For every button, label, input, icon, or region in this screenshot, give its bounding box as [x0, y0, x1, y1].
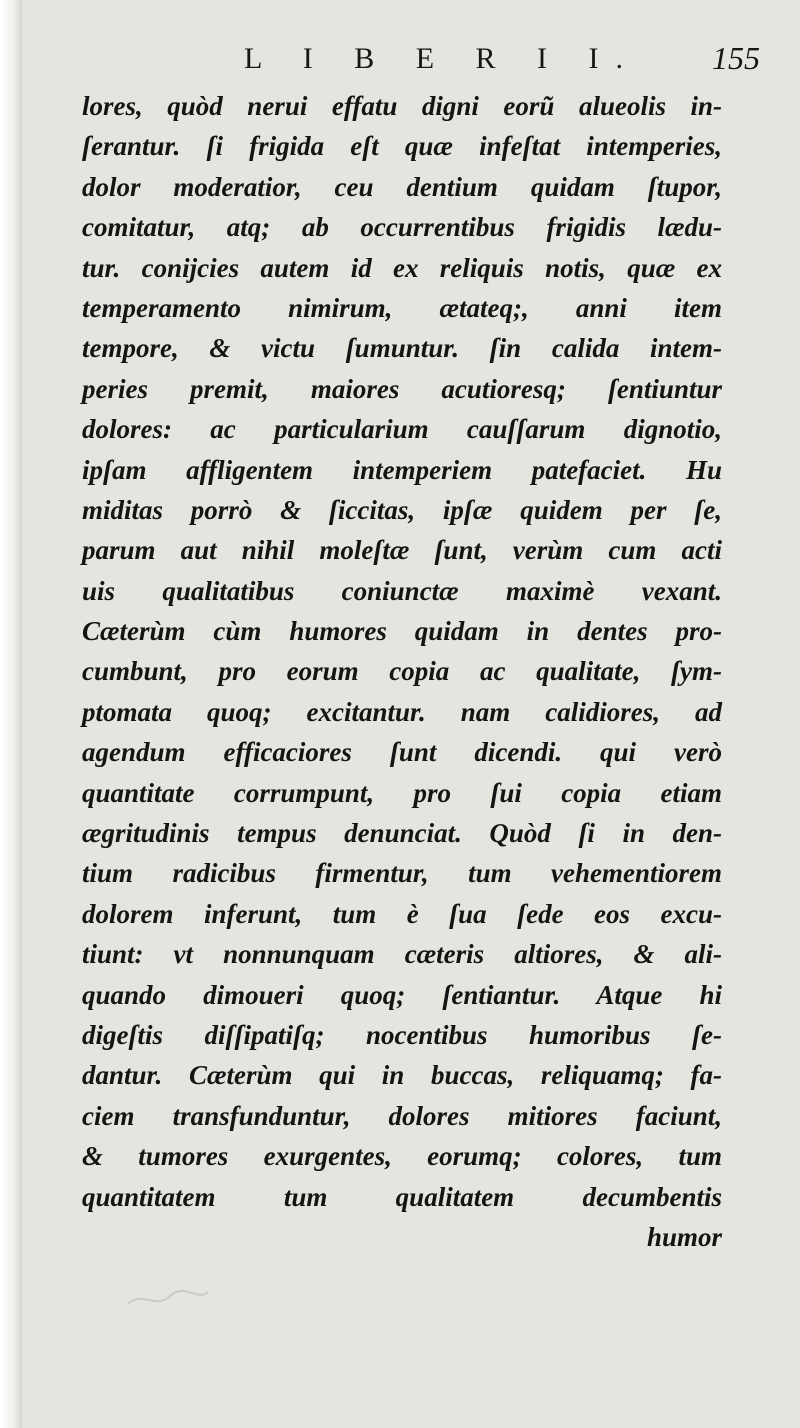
text-line: dantur. Cæterùm qui in buccas, reliquamq; fa- — [82, 1060, 722, 1091]
text-line: dolor moderatior, ceu dentium quidam ſtupor, — [82, 171, 722, 202]
text-line: quando dimoueri quoq; ſentiantur. Atque hi — [82, 979, 722, 1010]
running-head — [22, 38, 800, 82]
text-line: tempore, & victu ſumuntur. ſin calida intem- — [82, 333, 722, 364]
text-line: comitatur, atq; ab occurrentibus frigidis lædu- — [82, 212, 722, 243]
text-line: ipſam affligentem intemperiem patefaciet. Hu — [82, 454, 722, 485]
text-line: tiunt: vt nonnunquam cæteris altiores, & ali- — [82, 939, 722, 970]
page-number: 155 — [712, 40, 760, 76]
text-line: ciem transfunduntur, dolores mitiores faciunt, — [82, 1100, 722, 1131]
text-line: dolorem inferunt, tum è ſua ſede eos excu- — [82, 898, 722, 929]
text-line: ptomata quoq; excitantur. nam calidiores, ad — [82, 696, 722, 727]
text-line: quantitate corrumpunt, pro ſui copia etiam — [82, 777, 722, 808]
page-edge — [0, 0, 22, 1428]
text-line: parum aut nihil moleſtæ ſunt, verùm cum acti — [82, 535, 722, 566]
bleed-through-mark — [122, 1280, 212, 1316]
text-line: cumbunt, pro eorum copia ac qualitate, ſym- — [82, 656, 722, 687]
text-line: uis qualitatibus coniunctæ maximè vexant. — [82, 575, 722, 606]
text-line: lores, quòd nerui effatu digni eorũ alueolis in- — [82, 91, 722, 121]
text-line: peries premit, maiores acutioresq; ſentiuntur — [82, 373, 722, 404]
text-line: tium radicibus firmentur, tum vehementiorem — [82, 858, 722, 889]
book-page — [22, 0, 800, 1428]
body-text — [82, 86, 722, 1257]
text-line: ægritudinis tempus denunciat. Quòd ſi in den- — [82, 818, 722, 849]
text-line: quantitatem tum qualitatem decumbentis — [82, 1181, 722, 1212]
text-line: & tumores exurgentes, eorumq; colores, tum — [82, 1141, 722, 1172]
running-title: L I B E R I I. — [244, 42, 641, 75]
text-line: dolores: ac particularium cauſſarum dignotio, — [82, 414, 722, 445]
text-line: Cæterùm cùm humores quidam in dentes pro- — [82, 616, 722, 647]
text-line: tur. conijcies autem id ex reliquis notis, quæ ex — [82, 252, 722, 283]
text-line: miditas porrò & ſiccitas, ipſæ quidem per ſe, — [82, 494, 722, 525]
text-line: agendum efficaciores ſunt dicendi. qui verò — [82, 737, 722, 768]
text-line: temperamento nimirum, ætateq;, anni item — [82, 292, 722, 323]
catchword: humor — [646, 1221, 722, 1252]
text-line: digeſtis diſſipatiſq; nocentibus humoribus ſe- — [82, 1019, 722, 1050]
text-line: ſerantur. ſi frigida eſt quæ infeſtat intemperies, — [82, 131, 722, 162]
